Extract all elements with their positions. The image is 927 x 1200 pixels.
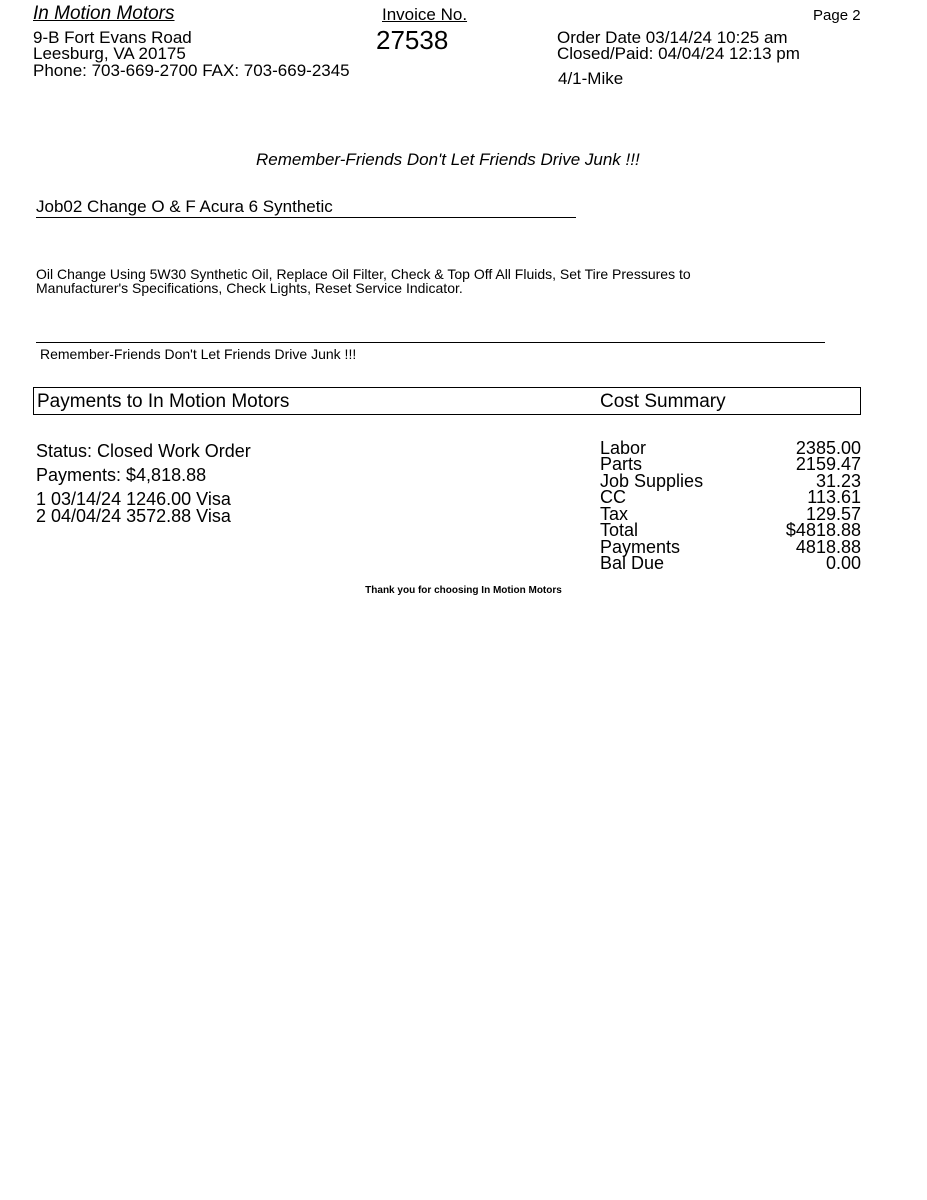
cost-label-tax: Tax: [600, 504, 629, 524]
cost-value-parts: 2159.47: [795, 454, 861, 474]
divider: [36, 342, 825, 343]
cost-value-tax: 129.57: [805, 504, 861, 524]
cost-value-bal-due: 0.00: [825, 553, 861, 573]
motto-bottom: Remember-Friends Don't Let Friends Drive Junk !!!: [40, 346, 357, 362]
address-line-1: 9-B Fort Evans Road: [33, 28, 192, 47]
order-status: Status: Closed Work Order: [36, 441, 251, 461]
payment-line: 2 04/04/24 3572.88 Visa: [36, 506, 231, 526]
company-name: In Motion Motors: [33, 3, 175, 24]
summary-header-box: [33, 387, 861, 415]
invoice-label: Invoice No.: [382, 5, 468, 24]
cost-value-job-supplies: 31.23: [815, 471, 861, 491]
cost-label-total: Total: [600, 520, 639, 540]
job-title: Job02 Change O & F Acura 6 Synthetic: [36, 197, 576, 218]
cost-label-parts: Parts: [600, 454, 643, 474]
phone-fax: Phone: 703-669-2700 FAX: 703-669-2345: [33, 61, 350, 80]
page-number: Page 2: [813, 7, 861, 24]
payments-section-title: Payments to In Motion Motors: [37, 391, 290, 412]
payment-line: 1 03/14/24 1246.00 Visa: [36, 489, 231, 509]
payments-total: Payments: $4,818.88: [36, 465, 207, 485]
cost-label-labor: Labor: [600, 438, 647, 458]
motto-top: Remember-Friends Don't Let Friends Drive Junk !!!: [256, 150, 640, 169]
address-line-2: Leesburg, VA 20175: [33, 44, 186, 63]
job-description: Oil Change Using 5W30 Synthetic Oil, Replace Oil Filter, Check & Top Off All Fluids, Set Tire Pressures to Manufacturer's Specifications, Check Lights, Reset Service Indicator.: [36, 266, 691, 296]
closed-paid-date: Closed/Paid: 04/04/24 12:13 pm: [557, 44, 800, 63]
cost-value-payments: 4818.88: [795, 537, 861, 557]
cost-value-labor: 2385.00: [795, 438, 861, 458]
cost-label-bal-due: Bal Due: [600, 553, 665, 573]
cost-value-total: $4818.88: [785, 520, 861, 540]
cost-summary-title: Cost Summary: [600, 391, 726, 412]
cost-label-payments: Payments: [600, 537, 681, 557]
cost-label-job-supplies: Job Supplies: [600, 471, 704, 491]
cost-value-cc: 113.61: [807, 487, 861, 507]
cost-label-cc: CC: [600, 487, 626, 507]
invoice-number: 27538: [376, 25, 449, 55]
service-writer: 4/1-Mike: [558, 69, 624, 88]
order-date: Order Date 03/14/24 10:25 am: [557, 28, 788, 47]
thank-you-note: Thank you for choosing In Motion Motors: [365, 585, 562, 596]
